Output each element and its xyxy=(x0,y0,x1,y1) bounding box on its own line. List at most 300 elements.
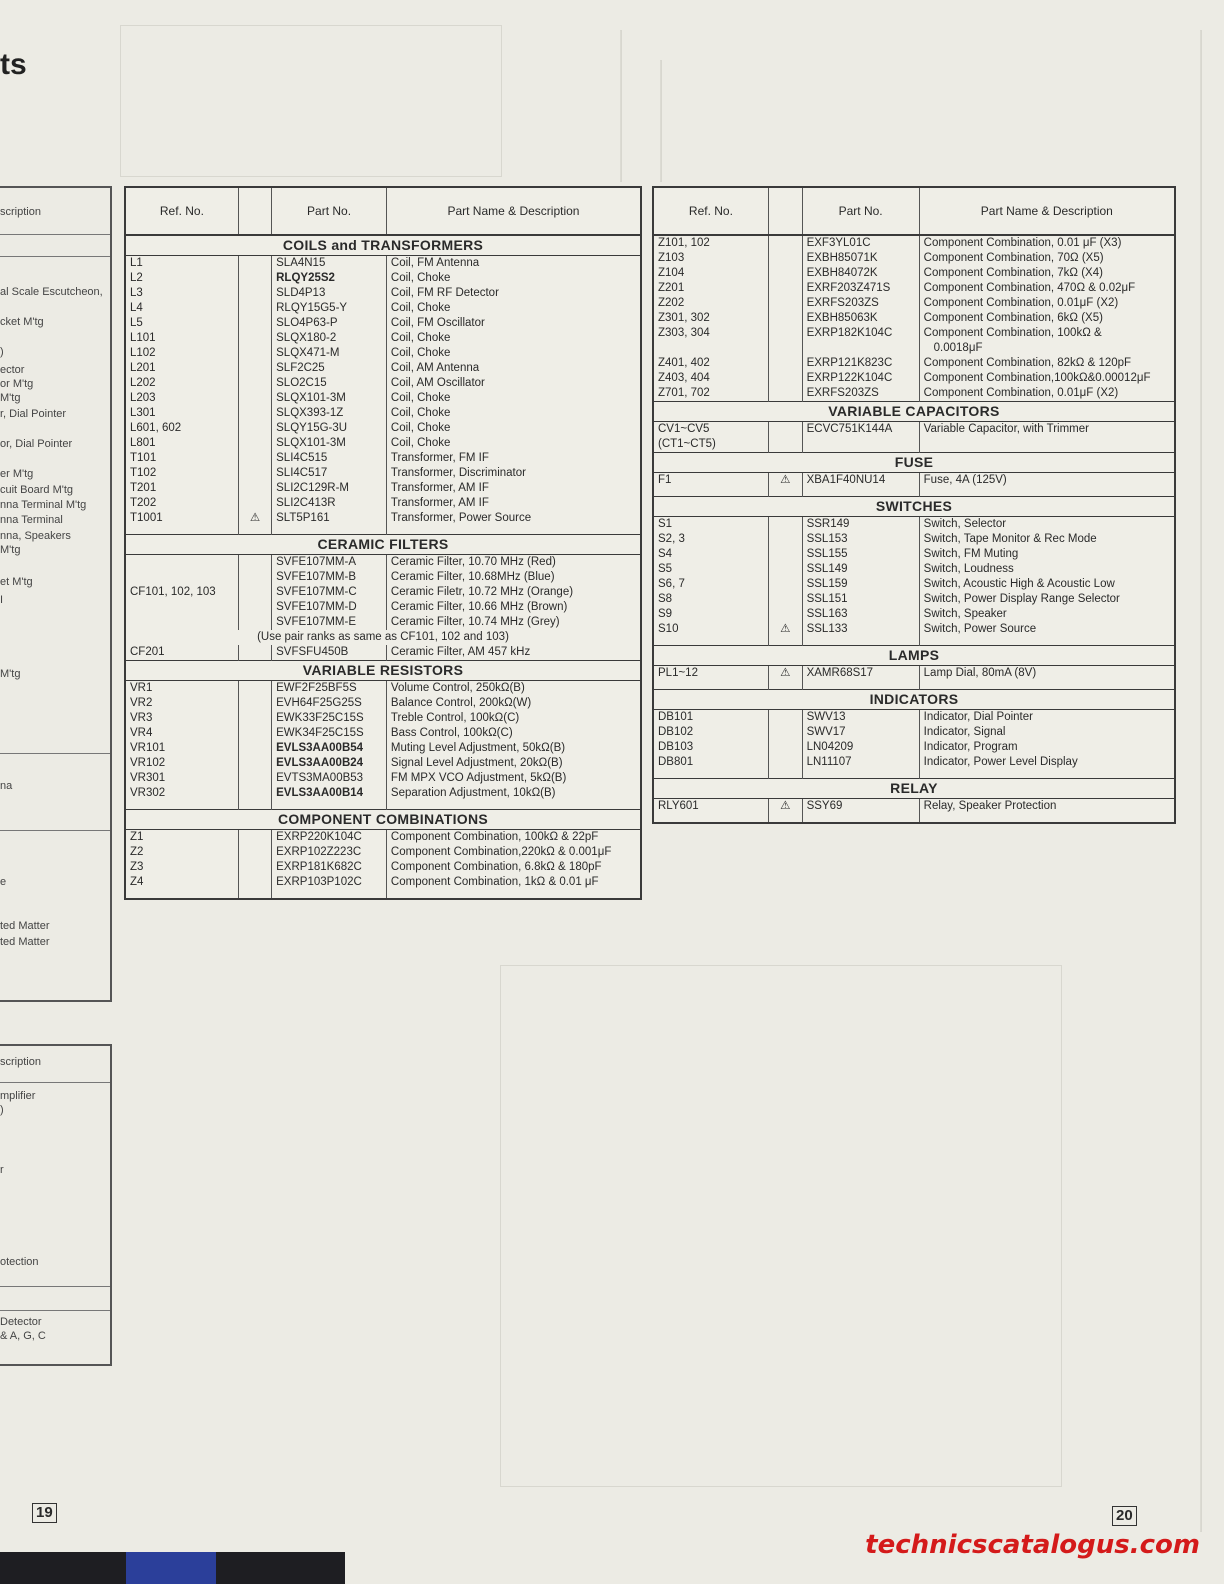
row-ref: Z401, 402 xyxy=(653,356,768,371)
table-row xyxy=(653,235,1175,251)
empty-cell xyxy=(238,696,271,711)
table-row xyxy=(125,301,641,316)
row-desc: Switch, FM Muting xyxy=(919,547,1175,562)
table-row xyxy=(125,696,641,711)
row-part: EXBH84072K xyxy=(802,266,919,281)
empty-cell xyxy=(125,570,238,585)
empty-cell xyxy=(238,771,271,786)
row-part: EXRFS203ZS xyxy=(802,296,919,311)
row-ref: Z4 xyxy=(125,875,238,890)
table-row xyxy=(653,592,1175,607)
row-ref: DB101 xyxy=(653,710,768,726)
row-part: SSR149 xyxy=(802,517,919,533)
row-desc: Component Combination, 7kΩ (X4) xyxy=(919,266,1175,281)
table-row xyxy=(125,741,641,756)
row-desc: Coil, Choke xyxy=(386,271,641,286)
table-row xyxy=(125,361,641,376)
row-ref: L5 xyxy=(125,316,238,331)
row-part: SSL163 xyxy=(802,607,919,622)
component-combination-rows xyxy=(125,830,641,891)
empty-cell xyxy=(125,555,238,571)
row-ref: L601, 602 xyxy=(125,421,238,436)
empty-cell xyxy=(768,341,802,356)
row-desc: Ceramic Filter, 10.74 MHz (Grey) xyxy=(386,615,641,630)
divider xyxy=(0,1082,110,1083)
row-part: EVLS3AA00B14 xyxy=(272,786,387,801)
row-part: EVTS3MA00B53 xyxy=(272,771,387,786)
left-item: or, Dial Pointer xyxy=(0,438,73,450)
empty-cell xyxy=(238,570,271,585)
row-part: SLT5P161 xyxy=(272,511,387,526)
warning-triangle-icon: ⚠ xyxy=(768,473,802,489)
empty-cell xyxy=(768,296,802,311)
left-item: ector xyxy=(0,364,25,376)
row-ref: S10 xyxy=(653,622,768,637)
row-ref: Z201 xyxy=(653,281,768,296)
table-row xyxy=(653,326,1175,341)
row-part: SVFSFU450B xyxy=(272,645,387,661)
empty-cell xyxy=(768,710,802,726)
row-ref: VR1 xyxy=(125,681,238,697)
row-desc: Lamp Dial, 80mA (8V) xyxy=(919,666,1175,682)
row-part: SLD4P13 xyxy=(272,286,387,301)
empty-cell xyxy=(125,615,238,630)
row-part: SLQY15G-3U xyxy=(272,421,387,436)
empty-cell xyxy=(238,466,271,481)
empty-cell xyxy=(768,235,802,251)
row-part: SSY69 xyxy=(802,799,919,815)
table-row xyxy=(653,725,1175,740)
warning-triangle-icon: ⚠ xyxy=(768,666,802,682)
row-ref: S5 xyxy=(653,562,768,577)
row-ref: S6, 7 xyxy=(653,577,768,592)
table-row xyxy=(125,481,641,496)
warning-triangle-icon: ⚠ xyxy=(238,511,271,526)
row-desc: Switch, Speaker xyxy=(919,607,1175,622)
row-ref: L301 xyxy=(125,406,238,421)
row-part: EXRP220K104C xyxy=(272,830,387,846)
row-part: SLQX101-3M xyxy=(272,391,387,406)
bleed-through-line xyxy=(660,60,662,182)
table-row xyxy=(653,622,1175,637)
row-ref: Z3 xyxy=(125,860,238,875)
row-desc: Component Combination, 0.01μF (X2) xyxy=(919,296,1175,311)
table-row xyxy=(653,577,1175,592)
row-ref xyxy=(653,422,768,453)
row-desc: Bass Control, 100kΩ(C) xyxy=(386,726,641,741)
row-part: XAMR68S17 xyxy=(802,666,919,682)
row-ref-line: CV1~CV5 xyxy=(658,423,710,435)
bleed-through-frame xyxy=(500,965,1062,1487)
page-title-fragment: ts xyxy=(0,48,27,81)
table-row xyxy=(653,341,1175,356)
row-desc: Switch, Selector xyxy=(919,517,1175,533)
divider xyxy=(0,1310,110,1311)
empty-cell xyxy=(768,281,802,296)
table-row xyxy=(653,251,1175,266)
section-title: RELAY xyxy=(653,779,1175,799)
empty-cell xyxy=(238,301,271,316)
left-item: cuit Board M'tg xyxy=(0,484,74,496)
row-ref: Z2 xyxy=(125,845,238,860)
left-item: or M'tg xyxy=(0,378,34,390)
row-ref: T201 xyxy=(125,481,238,496)
row-desc: Balance Control, 200kΩ(W) xyxy=(386,696,641,711)
col-header-desc: Part Name & Description xyxy=(386,187,641,235)
row-part: SVFE107MM-D xyxy=(272,600,387,615)
section-title: CERAMIC FILTERS xyxy=(125,535,641,555)
row-ref: S8 xyxy=(653,592,768,607)
row-desc: Signal Level Adjustment, 20kΩ(B) xyxy=(386,756,641,771)
row-part: SSL149 xyxy=(802,562,919,577)
table-row xyxy=(125,555,641,571)
row-part: SVFE107MM-A xyxy=(272,555,387,571)
row-desc: Component Combination, 100kΩ & xyxy=(919,326,1175,341)
row-part: EVH64F25G25S xyxy=(272,696,387,711)
row-desc: Volume Control, 250kΩ(B) xyxy=(386,681,641,697)
left-item: I xyxy=(0,594,4,606)
empty-cell xyxy=(768,725,802,740)
row-desc: Component Combination, 100kΩ & 22pF xyxy=(386,830,641,846)
row-part: SLO2C15 xyxy=(272,376,387,391)
col-header-mark xyxy=(238,187,271,235)
row-desc: Fuse, 4A (125V) xyxy=(919,473,1175,489)
table-row xyxy=(125,376,641,391)
row-desc: Coil, AM Oscillator xyxy=(386,376,641,391)
row-desc: Transformer, Power Source xyxy=(386,511,641,526)
table-row xyxy=(125,600,641,615)
table-row xyxy=(653,266,1175,281)
table-row xyxy=(125,406,641,421)
table-row xyxy=(125,316,641,331)
empty-cell xyxy=(238,346,271,361)
row-part: SSL151 xyxy=(802,592,919,607)
table-row xyxy=(125,726,641,741)
row-desc: Coil, AM Antenna xyxy=(386,361,641,376)
left-column-header: scription xyxy=(0,1056,41,1068)
row-part: SSL133 xyxy=(802,622,919,637)
section-title: VARIABLE RESISTORS xyxy=(125,661,641,681)
row-ref: VR2 xyxy=(125,696,238,711)
left-item: M'tg xyxy=(0,544,21,556)
empty-cell xyxy=(238,830,271,846)
row-ref: L2 xyxy=(125,271,238,286)
row-desc: Ceramic Filter, 10.66 MHz (Brown) xyxy=(386,600,641,615)
row-desc: Switch, Loudness xyxy=(919,562,1175,577)
row-ref: RLY601 xyxy=(653,799,768,815)
row-part: SSL153 xyxy=(802,532,919,547)
row-desc: Treble Control, 100kΩ(C) xyxy=(386,711,641,726)
table-row xyxy=(125,466,641,481)
row-part: SSL159 xyxy=(802,577,919,592)
empty-cell xyxy=(238,860,271,875)
empty-cell xyxy=(768,266,802,281)
row-part: EVLS3AA00B54 xyxy=(272,741,387,756)
row-ref: VR301 xyxy=(125,771,238,786)
watermark-text: technicscatalogus.com xyxy=(865,1530,1200,1560)
row-ref: Z403, 404 xyxy=(653,371,768,386)
row-ref: DB801 xyxy=(653,755,768,770)
empty-cell xyxy=(768,326,802,341)
table-row xyxy=(125,496,641,511)
col-header-ref: Ref. No. xyxy=(125,187,238,235)
row-ref: Z303, 304 xyxy=(653,326,768,341)
row-ref: L101 xyxy=(125,331,238,346)
row-desc: Component Combination, 1kΩ & 0.01 μF xyxy=(386,875,641,890)
component-combination-rows xyxy=(653,235,1175,402)
divider xyxy=(0,1286,110,1287)
empty-cell xyxy=(238,741,271,756)
row-ref: CF201 xyxy=(125,645,238,661)
table-row xyxy=(653,386,1175,402)
empty-cell xyxy=(238,681,271,697)
empty-cell xyxy=(238,600,271,615)
row-part: EVLS3AA00B24 xyxy=(272,756,387,771)
left-item: cket M'tg xyxy=(0,316,44,328)
row-part: EXBH85071K xyxy=(802,251,919,266)
row-part: EWF2F25BF5S xyxy=(272,681,387,697)
row-ref: VR4 xyxy=(125,726,238,741)
empty-cell xyxy=(238,451,271,466)
row-desc: Switch, Power Display Range Selector xyxy=(919,592,1175,607)
empty-cell xyxy=(238,316,271,331)
section-title: LAMPS xyxy=(653,646,1175,666)
empty-cell xyxy=(125,600,238,615)
empty-cell xyxy=(768,356,802,371)
row-ref: T101 xyxy=(125,451,238,466)
row-desc: Component Combination, 0.01μF (X2) xyxy=(919,386,1175,402)
section-title: COMPONENT COMBINATIONS xyxy=(125,810,641,830)
table-row xyxy=(125,391,641,406)
row-desc: FM MPX VCO Adjustment, 5kΩ(B) xyxy=(386,771,641,786)
row-part: SVFE107MM-C xyxy=(272,585,387,600)
table-row xyxy=(653,740,1175,755)
row-part: SLI4C515 xyxy=(272,451,387,466)
row-ref: L4 xyxy=(125,301,238,316)
row-ref: Z1 xyxy=(125,830,238,846)
row-desc: Coil, FM Oscillator xyxy=(386,316,641,331)
row-desc: Coil, Choke xyxy=(386,436,641,451)
empty-cell xyxy=(238,845,271,860)
col-header-ref: Ref. No. xyxy=(653,187,768,235)
page-number-right: 20 xyxy=(1112,1506,1137,1526)
row-desc: Coil, FM Antenna xyxy=(386,256,641,272)
row-part: SLF2C25 xyxy=(272,361,387,376)
left-item: nna Terminal xyxy=(0,514,63,526)
parts-table-left xyxy=(124,186,642,900)
row-part: SLQX101-3M xyxy=(272,436,387,451)
row-part: LN11107 xyxy=(802,755,919,770)
section-title: VARIABLE CAPACITORS xyxy=(653,402,1175,422)
row-desc: Coil, Choke xyxy=(386,301,641,316)
table-row xyxy=(125,615,641,630)
table-row xyxy=(653,356,1175,371)
variable-resistor-rows xyxy=(125,681,641,802)
row-ref: L3 xyxy=(125,286,238,301)
empty-cell xyxy=(238,256,271,272)
left-item: & A, G, C xyxy=(0,1330,46,1342)
row-desc: Indicator, Program xyxy=(919,740,1175,755)
empty-cell xyxy=(238,726,271,741)
row-part: SLI4C517 xyxy=(272,466,387,481)
row-ref: L1 xyxy=(125,256,238,272)
row-ref: VR101 xyxy=(125,741,238,756)
table-row xyxy=(125,436,641,451)
left-item: ) xyxy=(0,1104,4,1116)
row-desc: Indicator, Power Level Display xyxy=(919,755,1175,770)
row-part: EXRP102Z223C xyxy=(272,845,387,860)
row-desc: Switch, Acoustic High & Acoustic Low xyxy=(919,577,1175,592)
table-row xyxy=(125,786,641,801)
row-ref: L203 xyxy=(125,391,238,406)
table-row xyxy=(125,346,641,361)
row-part: SLI2C413R xyxy=(272,496,387,511)
row-part: EXF3YL01C xyxy=(802,235,919,251)
row-part: SVFE107MM-E xyxy=(272,615,387,630)
left-item: r, Dial Pointer xyxy=(0,408,67,420)
divider xyxy=(0,234,110,235)
bottom-dark-strip xyxy=(0,1552,345,1584)
row-part: EXRP103P102C xyxy=(272,875,387,890)
table-row xyxy=(125,771,641,786)
row-desc: Coil, Choke xyxy=(386,391,641,406)
ceramic-rows xyxy=(125,555,641,631)
table-row xyxy=(653,517,1175,533)
row-desc: Switch, Power Source xyxy=(919,622,1175,637)
row-ref: T1001 xyxy=(125,511,238,526)
empty-cell xyxy=(238,496,271,511)
row-part: SLA4N15 xyxy=(272,256,387,272)
empty-cell xyxy=(768,251,802,266)
row-part: EXRP122K104C xyxy=(802,371,919,386)
row-part: XBA1F40NU14 xyxy=(802,473,919,489)
table-row xyxy=(653,296,1175,311)
empty-cell xyxy=(238,555,271,571)
table-row xyxy=(653,607,1175,622)
bleed-through-line xyxy=(620,30,622,182)
table-row xyxy=(125,860,641,875)
left-item: al Scale Escutcheon, xyxy=(0,286,103,298)
row-ref: VR3 xyxy=(125,711,238,726)
empty-cell xyxy=(768,547,802,562)
row-desc: Switch, Tape Monitor & Rec Mode xyxy=(919,532,1175,547)
ceramic-note: (Use pair ranks as same as CF101, 102 and 103) xyxy=(257,631,509,643)
row-part: EXRP121K823C xyxy=(802,356,919,371)
row-ref: L202 xyxy=(125,376,238,391)
empty-cell xyxy=(768,592,802,607)
row-desc: Component Combination, 6kΩ (X5) xyxy=(919,311,1175,326)
row-desc: Component Combination, 470Ω & 0.02μF xyxy=(919,281,1175,296)
row-part: EWK33F25C15S xyxy=(272,711,387,726)
left-item: er M'tg xyxy=(0,468,34,480)
table-row xyxy=(653,532,1175,547)
row-desc: Variable Capacitor, with Trimmer xyxy=(919,422,1175,453)
row-ref: DB103 xyxy=(653,740,768,755)
left-item: ) xyxy=(0,346,4,358)
row-ref: VR302 xyxy=(125,786,238,801)
row-ref: CF101, 102, 103 xyxy=(125,585,238,600)
table-row xyxy=(125,451,641,466)
empty-cell xyxy=(238,421,271,436)
left-column-header: scription xyxy=(0,206,41,218)
row-desc: Ceramic Filter, AM 457 kHz xyxy=(386,645,641,661)
section-title: FUSE xyxy=(653,453,1175,473)
empty-cell xyxy=(238,331,271,346)
table-row xyxy=(125,421,641,436)
table-row xyxy=(653,281,1175,296)
table-row xyxy=(653,562,1175,577)
row-desc: Coil, Choke xyxy=(386,331,641,346)
coils-rows xyxy=(125,256,641,527)
left-item: nna Terminal M'tg xyxy=(0,499,87,511)
row-ref: S2, 3 xyxy=(653,532,768,547)
table-row xyxy=(125,570,641,585)
row-part: EXRP182K104C xyxy=(802,326,919,341)
row-ref: T102 xyxy=(125,466,238,481)
row-desc: Component Combination,100kΩ&0.00012μF xyxy=(919,371,1175,386)
table-row xyxy=(125,331,641,346)
table-row xyxy=(653,755,1175,770)
row-ref: Z701, 702 xyxy=(653,386,768,402)
switch-rows xyxy=(653,517,1175,638)
row-part: SSL155 xyxy=(802,547,919,562)
row-ref: DB102 xyxy=(653,725,768,740)
table-row xyxy=(125,756,641,771)
table-row xyxy=(125,875,641,890)
empty-cell xyxy=(238,376,271,391)
row-desc: Ceramic Filetr, 10.72 MHz (Orange) xyxy=(386,585,641,600)
table-row xyxy=(125,585,641,600)
col-header-mark xyxy=(768,187,802,235)
empty-cell xyxy=(238,436,271,451)
bleed-through-frame xyxy=(120,25,502,177)
bottom-blue-block xyxy=(126,1552,216,1584)
row-ref: Z301, 302 xyxy=(653,311,768,326)
left-item: et M'tg xyxy=(0,576,33,588)
row-desc: Coil, Choke xyxy=(386,406,641,421)
row-desc: Component Combination, 6.8kΩ & 180pF xyxy=(386,860,641,875)
row-desc: Transformer, AM IF xyxy=(386,481,641,496)
row-desc: Transformer, FM IF xyxy=(386,451,641,466)
col-header-part: Part No. xyxy=(272,187,387,235)
empty-cell xyxy=(768,740,802,755)
row-ref-line: (CT1~CT5) xyxy=(658,438,716,450)
table-row xyxy=(125,711,641,726)
left-item: M'tg xyxy=(0,392,21,404)
left-item: Detector xyxy=(0,1316,42,1328)
empty-cell xyxy=(238,585,271,600)
row-desc: Transformer, Discriminator xyxy=(386,466,641,481)
row-ref: L201 xyxy=(125,361,238,376)
row-desc: Component Combination, 82kΩ & 120pF xyxy=(919,356,1175,371)
section-title: INDICATORS xyxy=(653,690,1175,710)
row-desc: Indicator, Dial Pointer xyxy=(919,710,1175,726)
table-row xyxy=(125,256,641,272)
table-row xyxy=(125,286,641,301)
left-item: na xyxy=(0,780,13,792)
row-part: SLQX471-M xyxy=(272,346,387,361)
empty-cell xyxy=(238,711,271,726)
left-item: ted Matter xyxy=(0,920,50,932)
section-title: COILS and TRANSFORMERS xyxy=(125,235,641,256)
indicator-rows xyxy=(653,710,1175,771)
row-ref: L102 xyxy=(125,346,238,361)
table-row xyxy=(125,845,641,860)
empty-cell xyxy=(768,311,802,326)
empty-cell xyxy=(768,577,802,592)
warning-triangle-icon: ⚠ xyxy=(768,799,802,815)
empty-cell xyxy=(238,786,271,801)
